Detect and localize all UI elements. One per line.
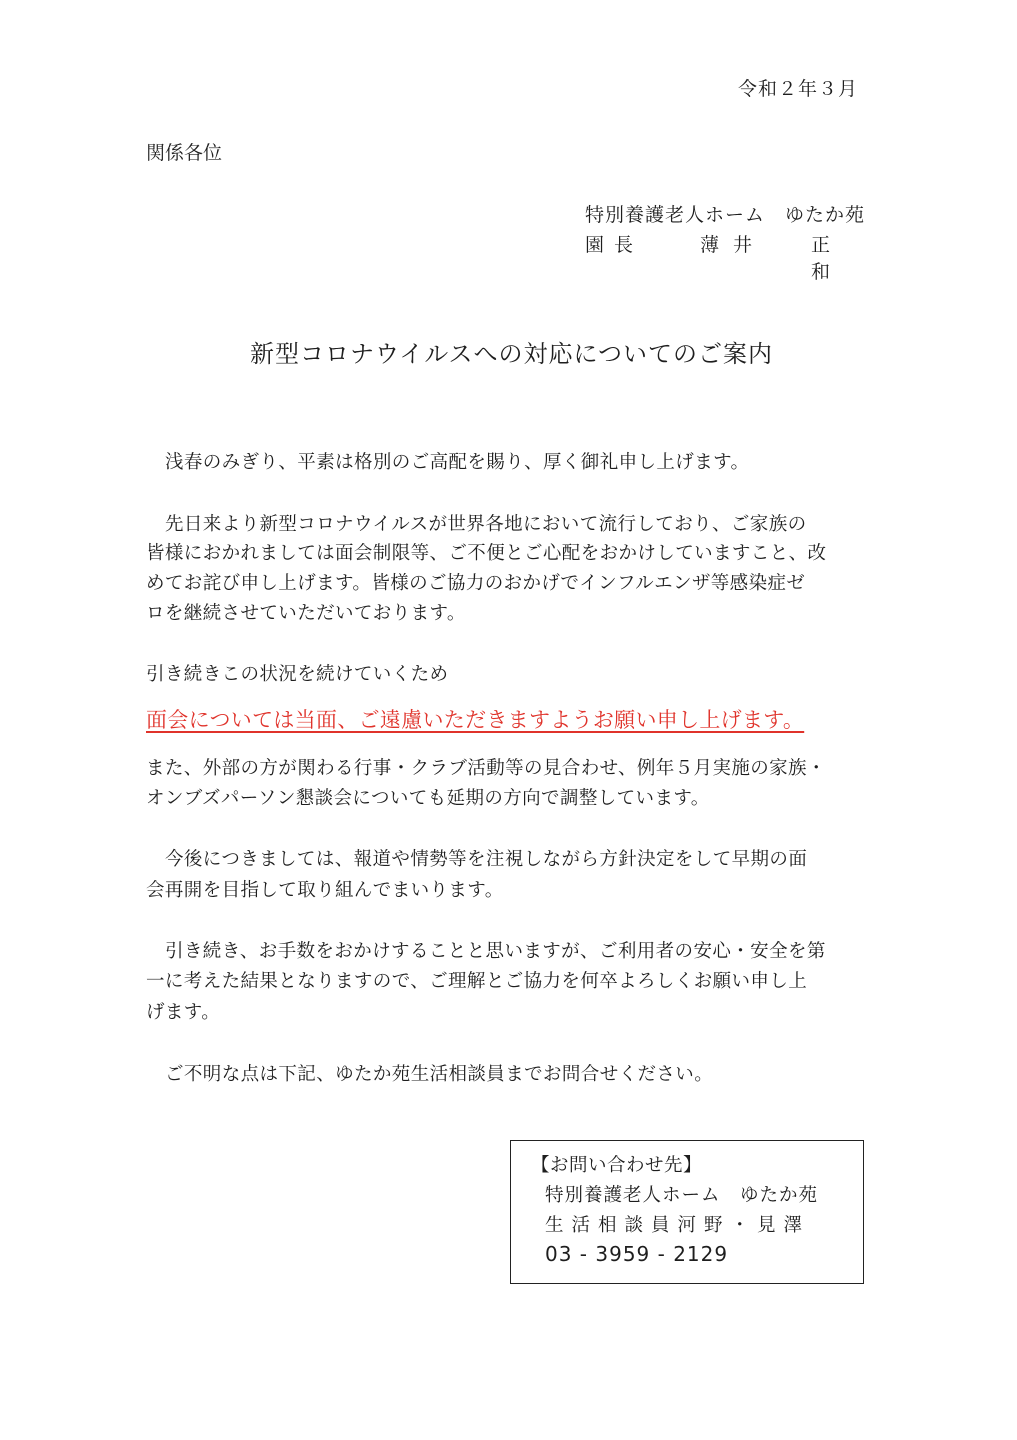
contact-phone: 03 - 3959 - 2129: [545, 1242, 729, 1266]
contact-organization: 特別養護老人ホーム ゆたか苑: [545, 1185, 819, 1206]
contact-staff: 生活相談員河野・見澤: [545, 1215, 811, 1236]
lead-in-text: 引き続きこの状況を続けていくため: [146, 664, 449, 685]
paragraph-line: 一に考えた結果となりますので、ご理解とご協力を何卒よろしくお願い申し上: [146, 971, 808, 992]
paragraph-line: また、外部の方が関わる行事・クラブ活動等の見合わせ、例年５月実施の家族・: [146, 758, 826, 779]
sender-title: 園長: [585, 234, 644, 256]
paragraph-line: 今後につきましては、報道や情勢等を注視しながら方針決定をして早期の面: [165, 849, 808, 870]
closing-paragraph: ご不明な点は下記、ゆたか苑生活相談員までお問合せください。: [165, 1064, 714, 1085]
greeting-paragraph: 浅春のみぎり、平素は格別のご高配を賜り、厚く御礼申し上げます。: [165, 452, 750, 473]
issue-date: 令和２年３月: [738, 78, 859, 100]
paragraph-line: ロを継続させていただいております。: [146, 603, 466, 624]
paragraph-line: 皆様におかれましては面会制限等、ご不便とご心配をおかけしていますこと、改: [146, 543, 827, 564]
paragraph-line: 会再開を目指して取り組んでまいります。: [146, 880, 504, 901]
paragraph-line: 引き続き、お手数をおかけすることと思いますが、ご利用者の安心・安全を第: [165, 941, 826, 962]
sender-signature: [585, 230, 870, 283]
document-title: 新型コロナウイルスへの対応についてのご案内: [249, 340, 774, 368]
sender-organization: 特別養護老人ホーム ゆたか苑: [585, 204, 866, 226]
paragraph-line: 先日来より新型コロナウイルスが世界各地において流行しており、ご家族の: [165, 514, 807, 535]
paragraph-line: げます。: [146, 1002, 221, 1023]
sender-given-name: 正和: [811, 234, 845, 283]
sender-surname: 薄井: [700, 234, 767, 256]
addressee: 関係各位: [146, 142, 223, 164]
paragraph-line: めてお詫び申し上げます。皆様のご協力のおかげでインフルエンザ等感染症ゼ: [146, 573, 806, 594]
contact-heading: 【お問い合わせ先】: [531, 1155, 703, 1176]
visit-suspension-notice: 面会については当面、ご遠慮いただきますようお願い申し上げます。: [146, 708, 805, 732]
contact-box: [510, 1140, 864, 1284]
paragraph-line: オンブズパーソン懇談会についても延期の方向で調整しています。: [146, 788, 710, 809]
